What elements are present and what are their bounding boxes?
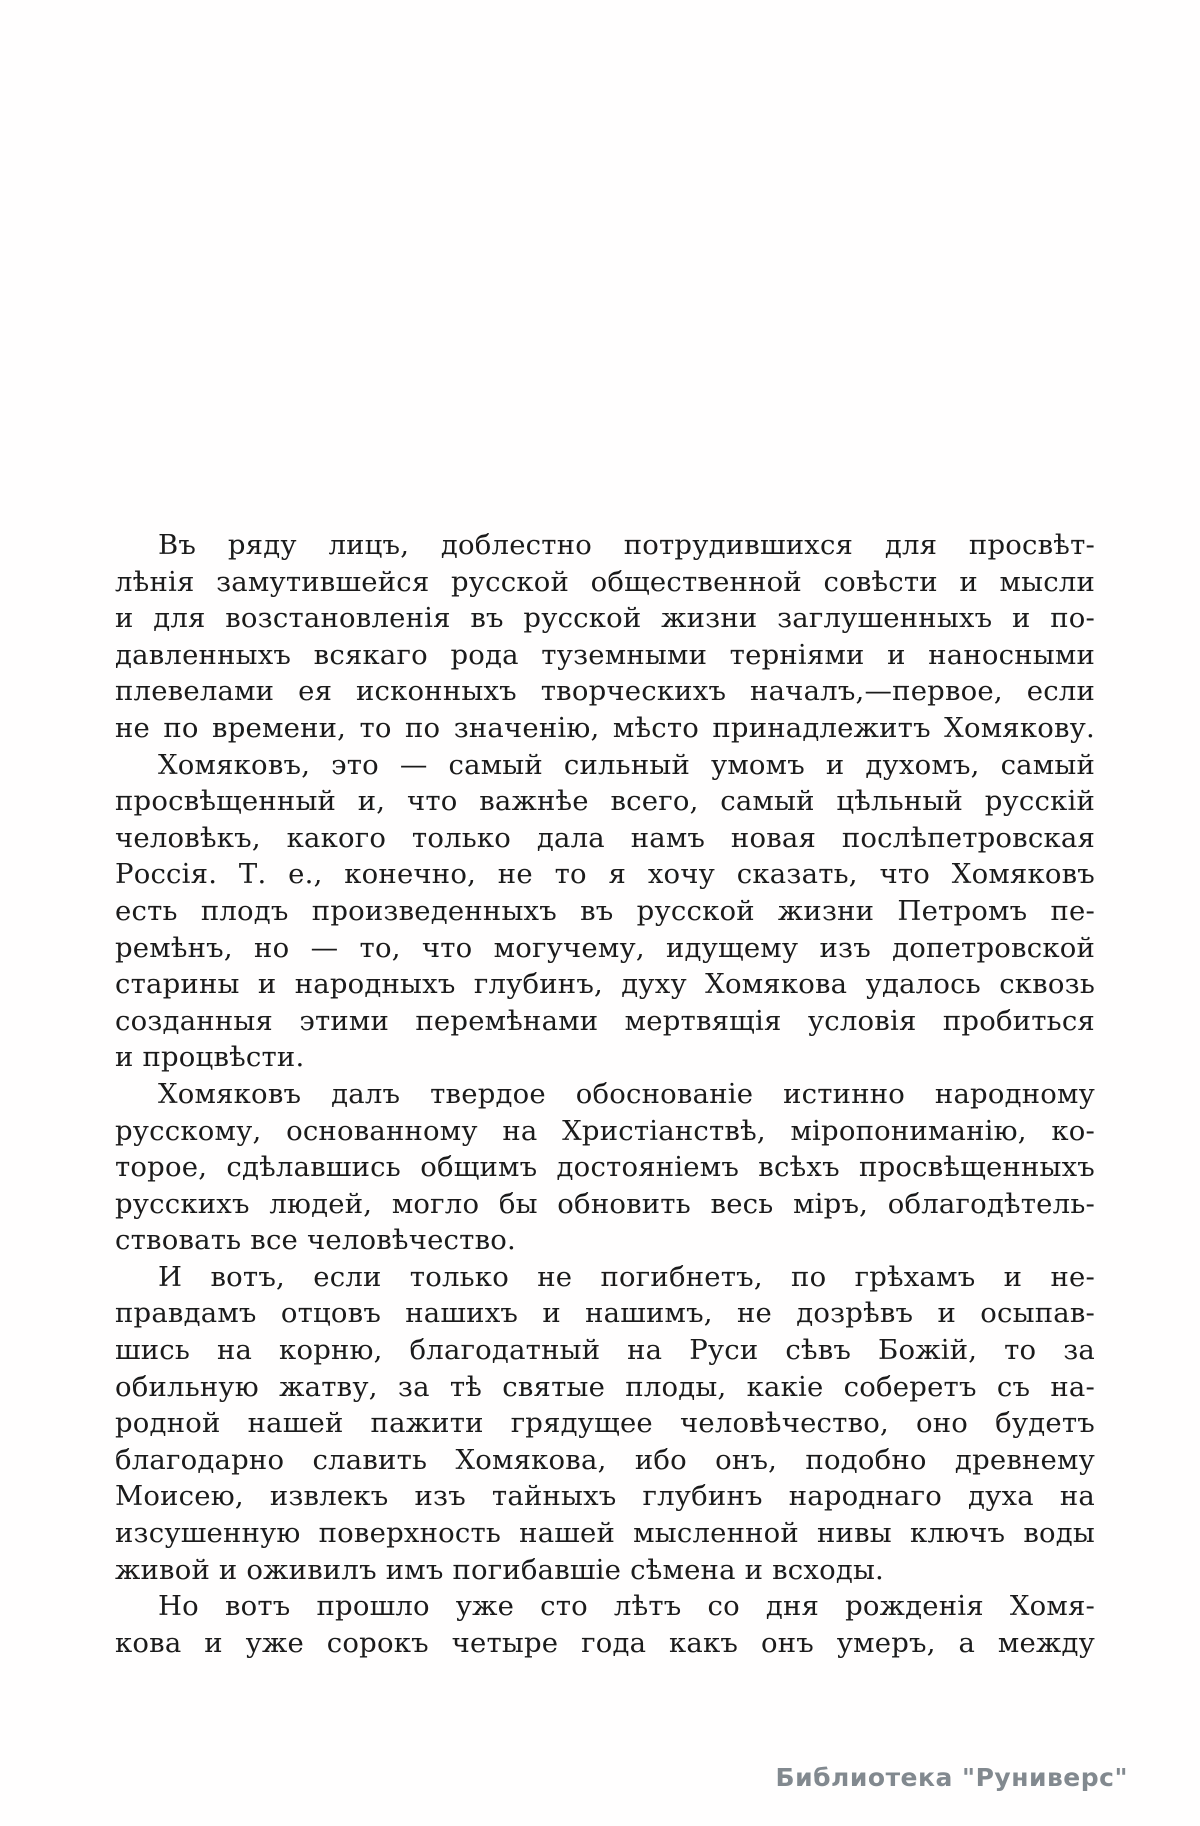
- text-line: давленныхъ всякаго рода туземными терніями и наносными: [115, 638, 1095, 671]
- text-line: изсушенную поверхность нашей мысленной нивы ключъ воды: [115, 1517, 1095, 1550]
- text-line: благодарно славить Хомякова, ибо онъ, подобно древнему: [115, 1443, 1095, 1476]
- library-watermark: Библиотека "Руниверс": [775, 1763, 1128, 1792]
- text-line: Хомяковъ, это — самый сильный умомъ и духомъ, самый: [158, 748, 1095, 781]
- text-line: обильную жатву, за тѣ святые плоды, какіе соберетъ съ на-: [115, 1370, 1095, 1403]
- text-line: Но вотъ прошло уже сто лѣтъ со дня рожденія Хомя-: [158, 1590, 1095, 1623]
- text-line: Россія. Т. е., конечно, не то я хочу сказать, что Хомяковъ: [115, 858, 1095, 891]
- page-text-block: [115, 527, 1095, 1661]
- text-line: родной нашей пажити грядущее человѣчество, оно будетъ: [115, 1407, 1095, 1440]
- text-line: есть плодъ произведенныхъ въ русской жизни Петромъ пе-: [115, 894, 1095, 927]
- text-line: и процвѣсти.: [115, 1041, 305, 1074]
- text-line: созданныя этими перемѣнами мертвящія условія пробиться: [115, 1004, 1095, 1037]
- text-line: ствовать все человѣчество.: [115, 1224, 516, 1257]
- text-line: просвѣщенный и, что важнѣе всего, самый цѣльный русскій: [115, 785, 1095, 818]
- text-line: Въ ряду лицъ, доблестно потрудившихся для просвѣт-: [158, 529, 1095, 561]
- text-line: правдамъ отцовъ нашихъ и нашимъ, не дозрѣвъ и осыпав-: [115, 1297, 1095, 1330]
- text-line: И вотъ, если только не погибнетъ, по грѣхамъ и не-: [158, 1260, 1095, 1293]
- text-line: и для возстановленія въ русской жизни заглушенныхъ и по-: [115, 602, 1095, 635]
- text-line: живой и оживилъ имъ погибавшіе сѣмена и всходы.: [115, 1553, 884, 1586]
- text-line: русскихъ людей, могло бы обновить весь міръ, облагодѣтель-: [115, 1187, 1095, 1220]
- text-line: плевелами ея исконныхъ творческихъ началъ,—первое, если: [115, 675, 1095, 708]
- text-line: не по времени, то по значенію, мѣсто принадлежитъ Хомякову.: [115, 711, 1095, 744]
- text-line: кова и уже сорокъ четыре года какъ онъ умеръ, а между: [115, 1626, 1095, 1659]
- text-line: лѣнія замутившейся русской общественной совѣсти и мысли: [115, 565, 1095, 598]
- text-line: русскому, основанному на Христіанствѣ, міропониманію, ко-: [115, 1114, 1095, 1147]
- text-line: шись на корню, благодатный на Руси сѣвъ Божій, то за: [115, 1334, 1095, 1367]
- text-line: Хомяковъ далъ твердое обоснованіе истинно народному: [158, 1077, 1095, 1110]
- text-line: ремѣнъ, но — то, что могучему, идущему изъ допетровской: [115, 931, 1095, 964]
- text-line: Моисею, извлекъ изъ тайныхъ глубинъ народнаго духа на: [115, 1480, 1095, 1513]
- text-line: старины и народныхъ глубинъ, духу Хомякова удалось сквозь: [115, 968, 1095, 1001]
- text-line: человѣкъ, какого только дала намъ новая послѣпетровская: [115, 821, 1095, 854]
- text-line: торое, сдѣлавшись общимъ достояніемъ всѣхъ просвѣщенныхъ: [115, 1151, 1095, 1184]
